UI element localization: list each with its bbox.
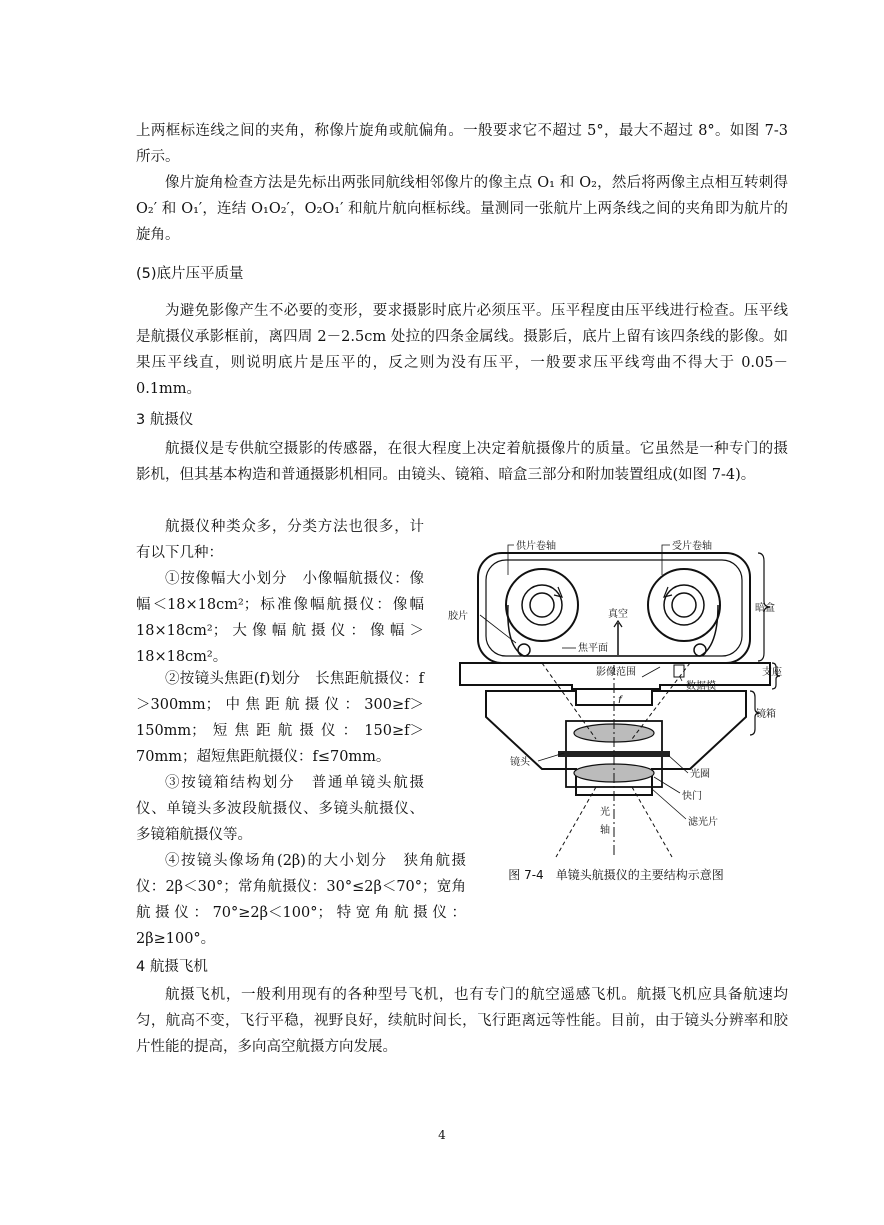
supply-spool-core (530, 593, 554, 617)
label-vacuum: 真空 (608, 609, 628, 620)
takeup-spool-outer (648, 569, 720, 641)
figure-caption: 图 7-4 单镜头航摄仪的主要结构示意图 (508, 868, 724, 882)
takeup-spool-core (672, 593, 696, 617)
shutter-leader (654, 777, 680, 793)
image-area-leader (642, 667, 660, 677)
list-item-by-field-angle: ④按镜头像场角(2β)的大小划分 狭角航摄仪：2β＜30°；常角航摄仪：30°≤2β＜70°；宽角航摄仪：70°≥2β＜100°；特宽角航摄仪：2β≥100°。 (136, 853, 466, 947)
list-item-by-focal-length: ②按镜头焦距(f)划分 长焦距航摄仪：f＞300mm；中焦距航摄仪：300≥f＞150mm；短焦距航摄仪：150≥f＞70mm；超短焦距航摄仪：f≤70mm。 (136, 671, 424, 765)
page-number: 4 (438, 1128, 446, 1142)
heading-film-flatness: (5)底片压平质量 (136, 266, 244, 282)
paragraph-rotation-angle: 上两框标连线之间的夹角，称像片旋角或航偏角。一般要求它不超过 5°，最大不超过 8°。如图 7-3 所示。 (136, 123, 788, 165)
paragraph-aerial-plane: 航摄飞机，一般利用现有的各种型号飞机，也有专门的航空遥感飞机。航摄飞机应具备航速均匀，航高不变，飞行平稳，视野良好，续航时间长，飞行距离远等性能。目前，由于镜头分辨率和胶片性能的提高，多向高空航摄方向发展。 (136, 987, 788, 1055)
takeup-spool-ring (664, 585, 704, 625)
label-image-area: 影像范围 (596, 667, 636, 678)
label-data-strip: 数据模 (686, 681, 716, 692)
label-focal-length: f (618, 695, 622, 706)
paragraph-camera-types-intro: 航摄仪种类众多，分类方法也很多，计有以下几种： (136, 519, 424, 561)
data-strip-box (674, 665, 684, 677)
aperture-leader (668, 755, 688, 773)
label-aperture: 光圈 (690, 769, 710, 780)
paragraph-aerial-camera: 航摄仪是专供航空摄影的传感器，在很大程度上决定着航摄像片的质量。它虽然是一种专门的摄影机，但其基本构造和普通摄影机相同。由镜头、镜箱、暗盒三部分和附加装置组成(如图 7-4)。 (136, 441, 788, 483)
field-ray-right (632, 787, 672, 857)
list-item-by-cone-structure: ③按镜箱结构划分 普通单镜头航摄仪、单镜头多波段航摄仪、多镜头航摄仪、多镜箱航摄仪等。 (136, 775, 424, 843)
label-lens: 镜头 (510, 757, 530, 768)
heading-aerial-plane: 4 航摄飞机 (136, 959, 208, 975)
paragraph-rotation-check: 像片旋角检查方法是先标出两张同航线相邻像片的像主点 O₁ 和 O₂，然后将两像主点相互转刺得 O₂′ 和 O₁′，连结 O₁O₂′，O₂O₁′ 和航片航向框标线。量测同一张航片上两条线之间的夹角即为航片的旋角。 (136, 175, 788, 243)
roller-left (518, 644, 530, 656)
supply-spool-ring (522, 585, 562, 625)
label-optical-axis-1: 光 (600, 807, 610, 818)
label-magazine: 暗盒 (755, 603, 775, 614)
list-item-by-frame-size: ①按像幅大小划分 小像幅航摄仪：像幅＜18×18cm²；标准像幅航摄仪：像幅 18×18cm²；大像幅航摄仪：像幅＞18×18cm²。 (136, 571, 424, 665)
filter-leader (652, 789, 686, 819)
heading-aerial-camera: 3 航摄仪 (136, 412, 194, 428)
data-strip-leader (680, 677, 682, 681)
label-shutter: 快门 (682, 791, 702, 802)
image-ray-left (542, 663, 596, 739)
label-supply-spool: 供片卷轴 (516, 541, 556, 552)
label-optical-axis-2: 轴 (600, 825, 610, 836)
label-focal-plane: 焦平面 (578, 643, 608, 654)
label-takeup-spool: 受片卷轴 (672, 541, 712, 552)
label-film: 胶片 (448, 611, 468, 622)
label-filter: 滤光片 (688, 817, 718, 828)
film-leader (480, 615, 516, 643)
field-ray-left (556, 787, 596, 857)
label-mount: 支座 (762, 667, 782, 678)
paragraph-film-flatness: 为避免影像产生不必要的变形，要求摄影时底片必须压平。压平程度由压平线进行检查。压平线是航摄仪承影框前，离四周 2－2.5cm 处拉的四条金属线。摄影后，底片上留有该四条线的影像。如果压平线直，则说明底片是压平的，反之则为没有压平，一般要求压平线弯曲不得大于 0.05－0.1mm。 (136, 303, 788, 397)
camera-structure-figure (446, 527, 786, 861)
supply-spool-outer (506, 569, 578, 641)
label-lens-cone: 镜箱 (756, 709, 776, 720)
